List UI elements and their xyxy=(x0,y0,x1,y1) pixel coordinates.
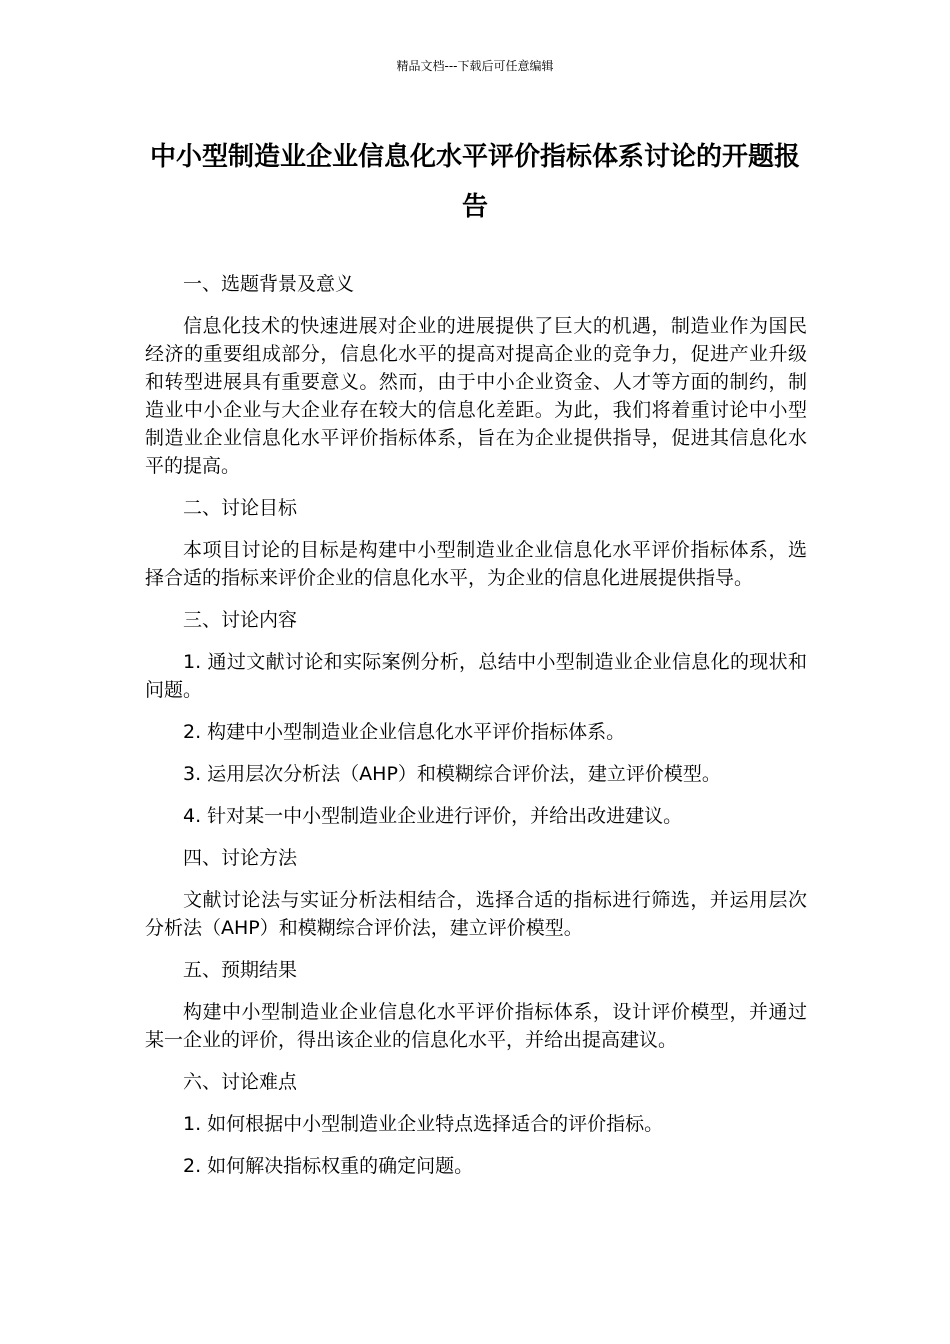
list-item-content-3: 3. 运用层次分析法（AHP）和模糊综合评价法，建立评价模型。 xyxy=(183,763,721,785)
document-body xyxy=(145,270,807,1194)
list-item-difficulty-2: 2. 如何解决指标权重的确定问题。 xyxy=(183,1155,474,1177)
section-heading-difficulties: 六、讨论难点 xyxy=(183,1071,298,1093)
section-heading-results: 五、预期结果 xyxy=(183,959,298,981)
paragraph-background: 信息化技术的快速进展对企业的进展提供了巨大的机遇，制造业作为国民经济的重要组成部分，信息化水平的提高对提高企业的竞争力，促进产业升级和转型进展具有重要意义。然而，由于中小企业资金、人才等方面的制约，制造业中小企业与大企业存在较大的信息化差距。为此，我们将着重讨论中小型制造业企业信息化水平评价指标体系，旨在为企业提供指导，促进其信息化水平的提高。 xyxy=(145,315,807,477)
paragraph-results: 构建中小型制造业企业信息化水平评价指标体系，设计评价模型，并通过某一企业的评价，得出该企业的信息化水平，并给出提高建议。 xyxy=(145,1001,807,1051)
page-header: 精品文档---下载后可任意编辑 xyxy=(396,59,554,73)
section-heading-methods: 四、讨论方法 xyxy=(183,847,298,869)
list-item-content-1: 1. 通过文献讨论和实际案例分析，总结中小型制造业企业信息化的现状和问题。 xyxy=(145,651,807,701)
section-heading-goals: 二、讨论目标 xyxy=(183,497,298,519)
document-title: 中小型制造业企业信息化水平评价指标体系讨论的开题报告 xyxy=(149,142,800,222)
section-heading-content: 三、讨论内容 xyxy=(183,609,298,631)
paragraph-methods: 文献讨论法与实证分析法相结合，选择合适的指标进行筛选，并运用层次分析法（AHP）和模糊综合评价法，建立评价模型。 xyxy=(145,889,807,939)
list-item-content-4: 4. 针对某一中小型制造业企业进行评价，并给出改进建议。 xyxy=(183,805,683,827)
section-heading-background: 一、选题背景及意义 xyxy=(183,273,355,295)
list-item-content-2: 2. 构建中小型制造业企业信息化水平评价指标体系。 xyxy=(183,721,626,743)
paragraph-goals: 本项目讨论的目标是构建中小型制造业企业信息化水平评价指标体系，选择合适的指标来评价企业的信息化水平，为企业的信息化进展提供指导。 xyxy=(145,539,807,589)
list-item-difficulty-1: 1. 如何根据中小型制造业企业特点选择适合的评价指标。 xyxy=(183,1113,664,1135)
